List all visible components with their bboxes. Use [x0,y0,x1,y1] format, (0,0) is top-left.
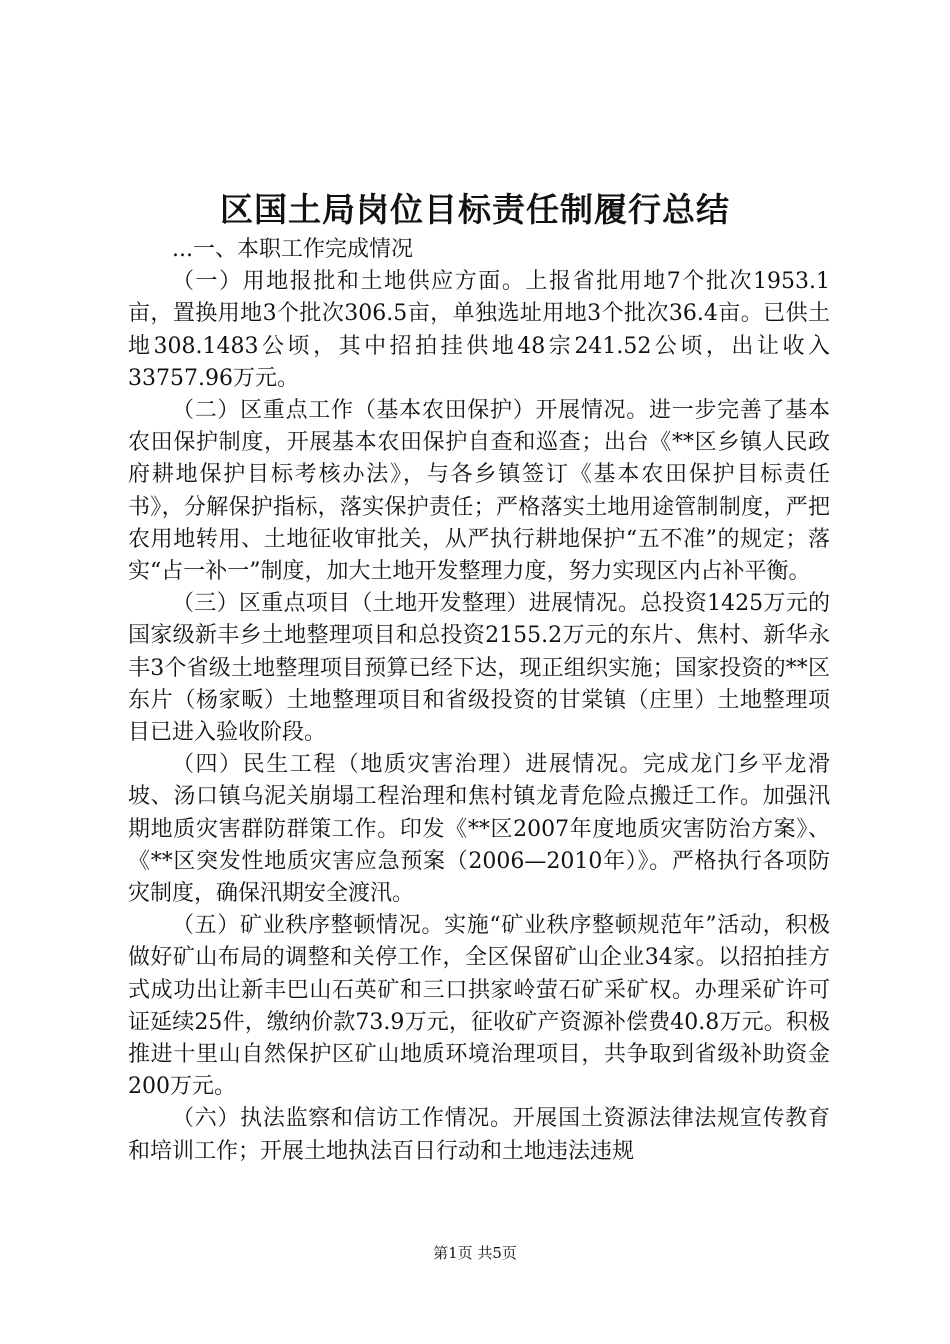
paragraph-land-approval: （一）用地报批和土地供应方面。上报省批用地7个批次1953.1亩，置换用地3个批次306.5亩，单独选址用地3个批次36.4亩。已供土地308.1483公顷，其中招拍挂供地48宗241.52公顷，出让收入33757.96万元。 [128,269,830,391]
paragraph-land-development: （三）区重点项目（土地开发整理）进展情况。总投资1425万元的国家级新丰乡土地整理项目和总投资2155.2万元的东片、焦村、新华永丰3个省级土地整理项目预算已经下达，现正组织实施；国家投资的**区东片（杨家畈）土地整理项目和省级投资的甘棠镇（庄里）土地整理项目已进入验收阶段。 [128,591,830,746]
section-heading: ...一、本职工作完成情况 [172,237,413,262]
document-body [128,234,830,1168]
paragraph-law-enforcement: （六）执法监察和信访工作情况。开展国土资源法律法规宣传教育和培训工作；开展土地执法百日行动和土地违法违规 [128,1106,830,1164]
page-footer: 第1页 共5页 [433,1244,517,1262]
document-title: 区国土局岗位目标责任制履行总结 [220,190,730,229]
paragraph-geological-disaster: （四）民生工程（地质灾害治理）进展情况。完成龙门乡平龙滑坡、汤口镇乌泥关崩塌工程治理和焦村镇龙青危险点搬迁工作。加强汛期地质灾害群防群策工作。印发《**区2007年度地质灾害防治方案》、《**区突发性地质灾害应急预案（2006—2010年）》。严格执行各项防灾制度，确保汛期安全渡汛。 [128,752,830,907]
paragraph-farmland-protection: （二）区重点工作（基本农田保护）开展情况。进一步完善了基本农田保护制度，开展基本农田保护自查和巡查；出台《**区乡镇人民政府耕地保护目标考核办法》，与各乡镇签订《基本农田保护目标责任书》，分解保护指标，落实保护责任；严格落实土地用途管制制度，严把农用地转用、土地征收审批关，从严执行耕地保护“五不准”的规定；落实“占一补一”制度，加大土地开发整理力度，努力实现区内占补平衡。 [128,398,830,585]
paragraph-mining-order: （五）矿业秩序整顿情况。实施“矿业秩序整顿规范年”活动，积极做好矿山布局的调整和关停工作，全区保留矿山企业34家。以招拍挂方式成功出让新丰巴山石英矿和三口拱家岭萤石矿采矿权。办理采矿许可证延续25件，缴纳价款73.9万元，征收矿产资源补偿费40.8万元。积极推进十里山自然保护区矿山地质环境治理项目，共争取到省级补助资金200万元。 [128,913,830,1100]
